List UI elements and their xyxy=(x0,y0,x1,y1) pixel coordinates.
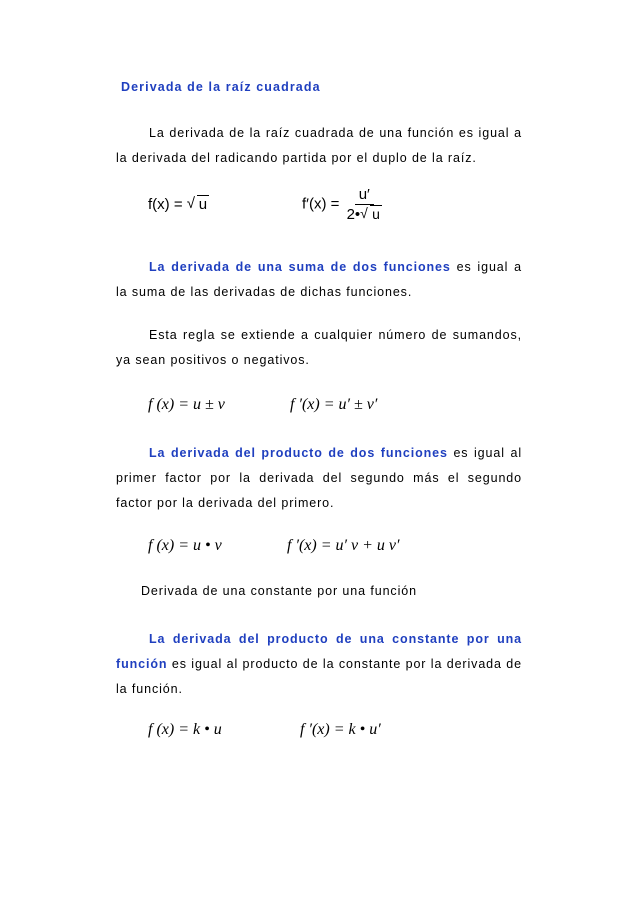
constant-rule-emphasis: La derivada del producto de una constante por una función xyxy=(116,632,522,671)
sqrt-derivative-lhs: f′(x) = xyxy=(302,195,340,213)
sum-derivative-formula: f ′(x) = u′ ± v′ xyxy=(290,396,378,413)
product-function-formula: f (x) = u • v xyxy=(148,537,222,554)
sqrt-radicand: u xyxy=(198,196,208,213)
product-rule-body: es igual al primer factor por la derivada del segundo más el segundo factor por la derivada del primero. xyxy=(116,446,522,510)
sqrt-radicand: u xyxy=(372,206,380,222)
sqrt-symbol xyxy=(360,206,382,222)
sqrt-function-lhs: f(x) = xyxy=(148,196,183,213)
product-rule-text xyxy=(116,441,522,516)
section-heading: Derivada de la raíz cuadrada xyxy=(121,80,321,94)
sum-rule-body: es igual a la suma de las derivadas de dichas funciones. xyxy=(116,260,522,299)
product-rule-emphasis: La derivada del producto de dos funciones xyxy=(149,446,448,460)
product-derivative-formula: f ′(x) = u′ v + u v′ xyxy=(287,537,400,554)
sum-function-formula: f (x) = u ± v xyxy=(148,396,225,413)
fraction-numerator: u′ xyxy=(355,186,374,205)
sum-rule-text xyxy=(116,255,522,305)
sum-rule-note: Esta regla se extiende a cualquier número de sumandos, ya sean positivos o negativos. xyxy=(116,328,522,367)
constant-function-formula: f (x) = k • u xyxy=(148,721,222,738)
constant-rule-text xyxy=(116,627,522,702)
sqrt-derivative-fraction xyxy=(347,186,382,223)
sum-rule-emphasis: La derivada de una suma de dos funciones xyxy=(149,260,451,274)
constant-rule-body: es igual al producto de la constante por la derivada de la función. xyxy=(116,657,522,696)
constant-subheading: Derivada de una constante por una función xyxy=(141,584,417,598)
constant-derivative-formula: f ′(x) = k • u′ xyxy=(300,721,381,738)
sqrt-function-formula xyxy=(148,196,209,213)
fraction-denominator xyxy=(347,205,382,223)
sqrt-rule-text: La derivada de la raíz cuadrada de una función es igual a la derivada del radicando partida por el duplo de la raíz. xyxy=(116,126,522,165)
sqrt-derivative-formula xyxy=(302,186,382,223)
denominator-prefix: 2• xyxy=(346,206,361,223)
sqrt-symbol xyxy=(187,196,209,213)
